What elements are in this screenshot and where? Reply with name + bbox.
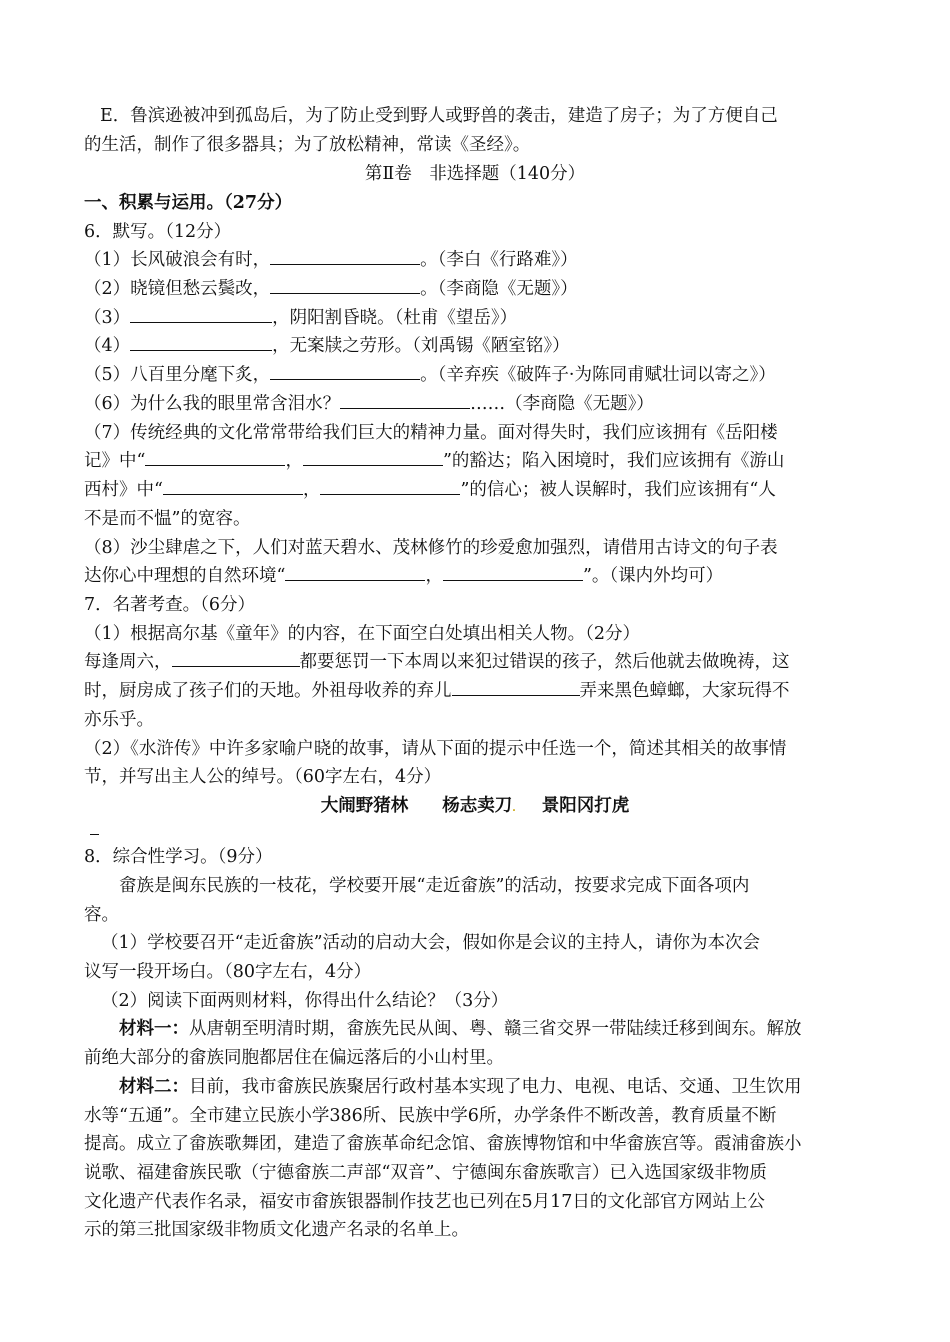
- q6-title: 6．默写。（12分）: [84, 222, 232, 242]
- material-2-line-2: 水等“五通”。全市建立民族小学386所、民族中学6所，办学条件不断改善，教育质量不断: [84, 1106, 777, 1126]
- q6-item-7-line-3: [84, 477, 776, 503]
- q6-8-text: ”。（课内外均可）: [582, 566, 724, 586]
- q6-6-text: （6）为什么我的眼里常含泪水？: [84, 394, 341, 414]
- q6-item-1: [84, 247, 578, 273]
- q6-item-8-line-1: （8）沙尘肆虐之下，人们对蓝天碧水、茂林修竹的珍爱愈加强烈，请借用古诗文的句子表: [84, 538, 778, 558]
- material-2-line-1: [119, 1074, 802, 1100]
- answer-blank[interactable]: [172, 650, 300, 667]
- answer-blank[interactable]: [270, 248, 420, 265]
- q7-line-2: [84, 649, 790, 675]
- material-2-line-5: 文化遗产代表作名录，福安市畲族银器制作技艺也已列在5月17日的文化部官方网站上公: [84, 1192, 765, 1212]
- part-2-title: 第Ⅱ卷 非选择题（140分）: [364, 164, 586, 184]
- q7-line-3: [84, 678, 790, 704]
- q6-7-text: ”的豁达；陷入困境时，我们应该拥有《游山: [442, 451, 785, 471]
- answer-blank[interactable]: [145, 449, 285, 466]
- q6-7-text: 西村》中“: [84, 480, 163, 500]
- q7-text: 都要惩罚一下本周以来犯过错误的孩子，然后他就去做晚祷，这: [299, 652, 790, 672]
- q6-3-text: ，阴阳割昏晓。（杜甫《望岳》）: [272, 308, 518, 328]
- material-1-label: 材料一：: [119, 1019, 189, 1039]
- stray-mark: [90, 834, 99, 835]
- q6-item-3: [84, 305, 517, 331]
- q7-item-2-line-1: （2）《水浒传》中许多家喻户晓的故事，请从下面的提示中任选一个，简述其相关的故事情: [84, 739, 787, 759]
- q6-item-7-line-4: 不是而不愠”的宽容。: [84, 509, 251, 529]
- answer-blank[interactable]: [452, 679, 580, 696]
- option-2: 杨志卖刀: [442, 796, 513, 816]
- q6-item-5: [84, 362, 776, 388]
- q7-title: 7．名著考查。（6分）: [84, 595, 256, 615]
- material-1-line-2: 前绝大部分的畲族同胞都居住在偏远落后的小山村里。: [84, 1048, 504, 1068]
- option-3: 景阳冈打虎: [541, 796, 630, 816]
- q7-text: 弄来黑色蟑螂，大家玩得不: [579, 681, 790, 701]
- q6-1-source: 。（李白《行路难》）: [420, 250, 578, 270]
- q8-intro-line-2: 容。: [84, 905, 119, 925]
- answer-blank[interactable]: [340, 392, 470, 409]
- option-e-line-1: E．鲁滨逊被冲到孤岛后，为了防止受到野人或野兽的袭击，建造了房子；为了方便自己: [100, 106, 778, 126]
- q6-2-source: 。（李商隐《无题》）: [420, 279, 578, 299]
- material-1-line-1: [119, 1016, 802, 1042]
- q6-6-source: ……（李商隐《无题》）: [470, 394, 654, 414]
- q6-item-4: [84, 333, 570, 359]
- q6-item-7-line-1: （7）传统经典的文化常常带给我们巨大的精神力量。面对得失时，我们应该拥有《岳阳楼: [84, 423, 778, 443]
- q6-item-6: [84, 391, 654, 417]
- option-1: 大闹野猪林: [320, 796, 409, 816]
- answer-blank[interactable]: [130, 334, 272, 351]
- q6-7-text: ”的信心；被人误解时，我们应该拥有“人: [460, 480, 776, 500]
- q6-item-7-line-2: [84, 448, 784, 474]
- q7-text: 每逢周六，: [84, 652, 172, 672]
- q8-part-1-line-2: 议写一段开场白。（80字左右，4分）: [84, 962, 372, 982]
- q6-item-8-line-2: [84, 563, 723, 589]
- q6-5-source: 。（辛弃疾《破阵子·为陈同甫赋壮词以寄之》）: [420, 365, 776, 385]
- material-2-label: 材料二：: [119, 1077, 189, 1097]
- q7-item-1: （1）根据高尔基《童年》的内容，在下面空白处填出相关人物。（2分）: [84, 624, 641, 644]
- answer-blank[interactable]: [270, 277, 420, 294]
- q6-1-text: （1）长风破浪会有时，: [84, 250, 271, 270]
- material-2-line-6: 示的第三批国家级非物质文化遗产名录的名单上。: [84, 1220, 469, 1240]
- option-e-line-2: 的生活，制作了很多器具；为了放松精神，常读《圣经》。: [84, 135, 531, 155]
- q7-item-2-line-2: 节，并写出主人公的绰号。（60字左右，4分）: [84, 767, 442, 787]
- material-2-text: 目前，我市畲族民族聚居行政村基本实现了电力、电视、电话、交通、卫生饮用: [189, 1077, 802, 1097]
- q6-4-num: （4）: [84, 336, 131, 356]
- q8-part-1-line-1: （1）学校要召开“走近畲族”活动的启动大会，假如你是会议的主持人，请你为本次会: [101, 933, 761, 953]
- answer-blank[interactable]: [320, 478, 460, 495]
- q8-title: 8．综合性学习。（9分）: [84, 847, 273, 867]
- answer-blank[interactable]: [443, 564, 583, 581]
- q6-5-text: （5）八百里分麾下炙，: [84, 365, 271, 385]
- material-2-line-4: 说歌、福建畲族民歌（宁德畲族二声部“双音”、宁德闽东畲族歌言）已入选国家级非物质: [84, 1163, 767, 1183]
- q6-item-2: [84, 276, 578, 302]
- answer-blank[interactable]: [303, 449, 443, 466]
- q6-7-text: 记》中“: [84, 451, 146, 471]
- q6-7-comma: ，: [302, 480, 321, 500]
- answer-blank[interactable]: [270, 363, 420, 380]
- q8-intro-line-1: 畲族是闽东民族的一枝花，学校要开展“走近畲族”的活动，按要求完成下面各项内: [119, 876, 750, 896]
- answer-blank[interactable]: [130, 306, 272, 323]
- q6-3-num: （3）: [84, 308, 131, 328]
- q6-7-comma: ，: [285, 451, 303, 471]
- answer-blank[interactable]: [163, 478, 303, 495]
- q7-options: 大闹野猪林 杨志卖刀. 景阳冈打虎: [320, 796, 630, 816]
- answer-blank[interactable]: [285, 564, 425, 581]
- q8-part-2: （2）阅读下面两则材料，你得出什么结论？（3分）: [101, 991, 509, 1011]
- q7-line-4: 亦乐乎。: [84, 710, 154, 730]
- q6-8-text: 达你心中理想的自然环境“: [84, 566, 286, 586]
- section-1-heading: 一、积累与运用。（27分）: [84, 193, 293, 213]
- q6-8-comma: ，: [425, 566, 443, 586]
- material-2-line-3: 提高。成立了畲族歌舞团，建造了畲族革命纪念馆、畲族博物馆和中华畲族宫等。霞浦畲族小: [84, 1134, 802, 1154]
- q6-2-text: （2）晓镜但愁云鬓改，: [84, 279, 271, 299]
- q6-4-text: ，无案牍之劳形。（刘禹锡《陋室铭》）: [272, 336, 570, 356]
- material-1-text: 从唐朝至明清时期，畲族先民从闽、粤、赣三省交界一带陆续迁移到闽东。解放: [189, 1019, 802, 1039]
- q7-text: 时，厨房成了孩子们的天地。外祖母收养的弃儿: [84, 681, 452, 701]
